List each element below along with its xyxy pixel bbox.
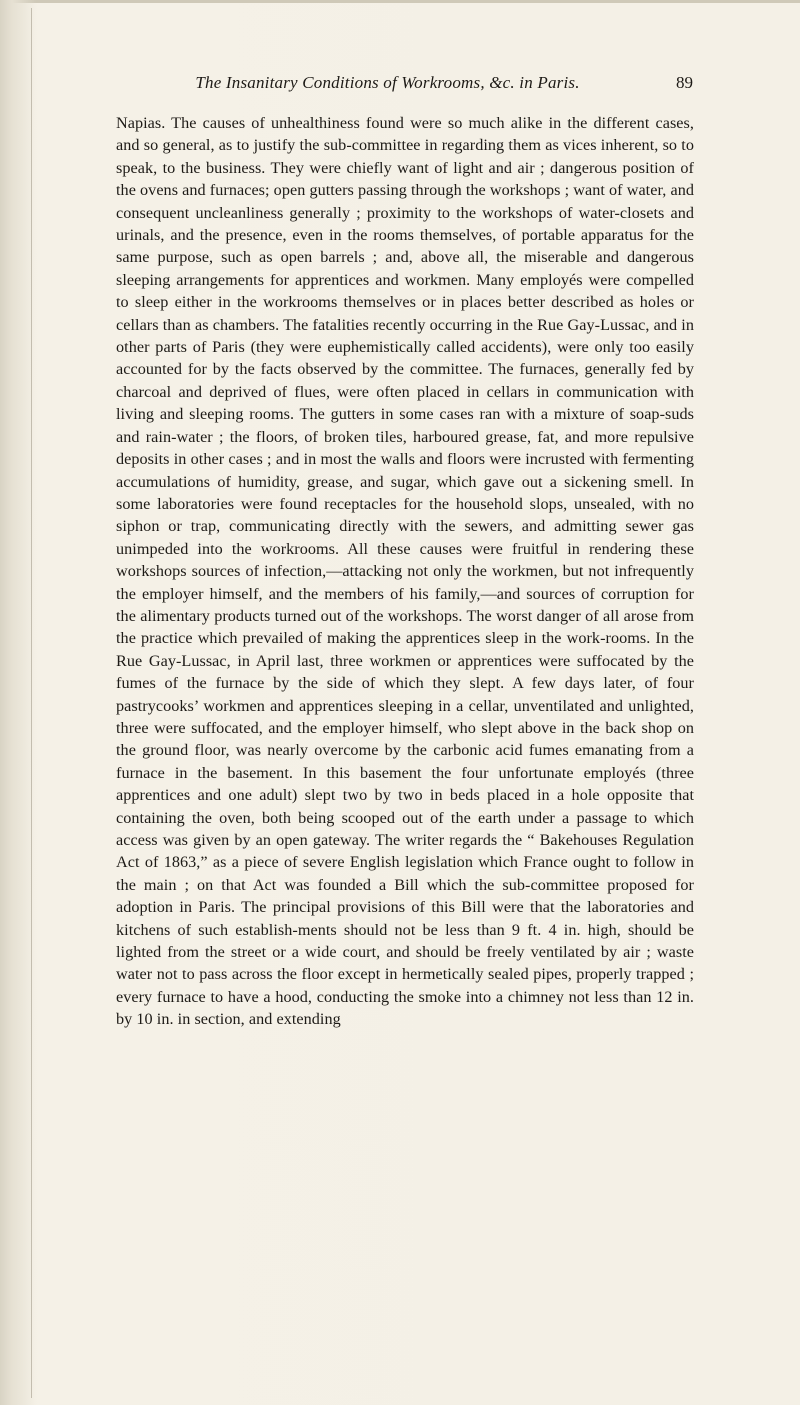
body-paragraph: Napias. The causes of unhealthiness found were so much alike in the different cases, and so general, as to justify the sub-committee in regarding them as vices inherent, so to speak, to the business. They were chiefly want of light and air ; dangerous position of the ovens and furnaces; open gutters passing through the workshops ; want of water, and consequent uncleanliness generally ; proximity to the workshops of water-closets and urinals, and the presence, even in the rooms themselves, of portable apparatus for the same purpose, such as open barrels ; and, above all, the miserable and dangerous sleeping arrangements for apprentices and workmen. Many employés were compelled to sleep either in the workrooms themselves or in places better described as holes or cellars than as chambers. The fatalities recently occurring in the Rue Gay-Lussac, and in other parts of Paris (they were euphemistically called accidents), were only too easily accounted for by the facts observed by the committee. The furnaces, generally fed by charcoal and deprived of flues, were often placed in cellars in communication with living and sleeping rooms. The gutters in some cases ran with a mixture of soap-suds and rain-water ; the floors, of broken tiles, harboured grease, fat, and more repulsive deposits in other cases ; and in most the walls and floors were incrusted with fermenting accumulations of humidity, grease, and sugar, which gave out a sickening smell. In some laboratories were found receptacles for the household slops, unsealed, with no siphon or trap, communicating directly with the sewers, and admitting sewer gas unimpeded into the workrooms. All these causes were fruitful in rendering these workshops sources of infection,—attacking not only the workmen, but not infrequently the employer himself, and the members of his family,—and sources of corruption for the alimentary products turned out of the workshops. The worst danger of all arose from the practice which prevailed of making the apprentices sleep in the work-rooms. In the Rue Gay-Lussac, in April last, three workmen or apprentices were suffocated by the fumes of the furnace by the side of which they slept. A few days later, of four pastrycooks’ workmen and apprentices sleeping in a cellar, unventilated and unlighted, three were suffocated, and the employer himself, who slept above in the back shop on the ground floor, was nearly overcome by the carbonic acid fumes emanating from a furnace in the basement. In this basement the four unfortunate employés (three apprentices and one adult) slept two by two in beds placed in a hole opposite that containing the oven, both being scooped out of the earth under a passage to which access was given by an open gateway. The writer regards the “ Bakehouses Regulation Act of 1863,” as a piece of severe English legislation which France ought to follow in the main ; on that Act was founded a Bill which the sub-committee proposed for adoption in Paris. The principal provisions of this Bill were that the laboratories and kitchens of such establish-ments should not be less than 9 ft. 4 in. high, should be lighted from the street or a wide court, and should be freely ventilated by air ; waste water not to pass across the floor except in hermetically sealed pipes, properly trapped ; every furnace to have a hood, conducting the smoke into a chimney not less than 12 in. by 10 in. in section, and extending bbox=[116, 114, 694, 1029]
running-title: The Insanitary Conditions of Workrooms, &c. in Paris. bbox=[195, 73, 580, 92]
running-header bbox=[115, 73, 693, 95]
page-number: 89 bbox=[676, 73, 693, 92]
top-edge bbox=[0, 0, 800, 3]
gutter-line bbox=[31, 8, 32, 1398]
